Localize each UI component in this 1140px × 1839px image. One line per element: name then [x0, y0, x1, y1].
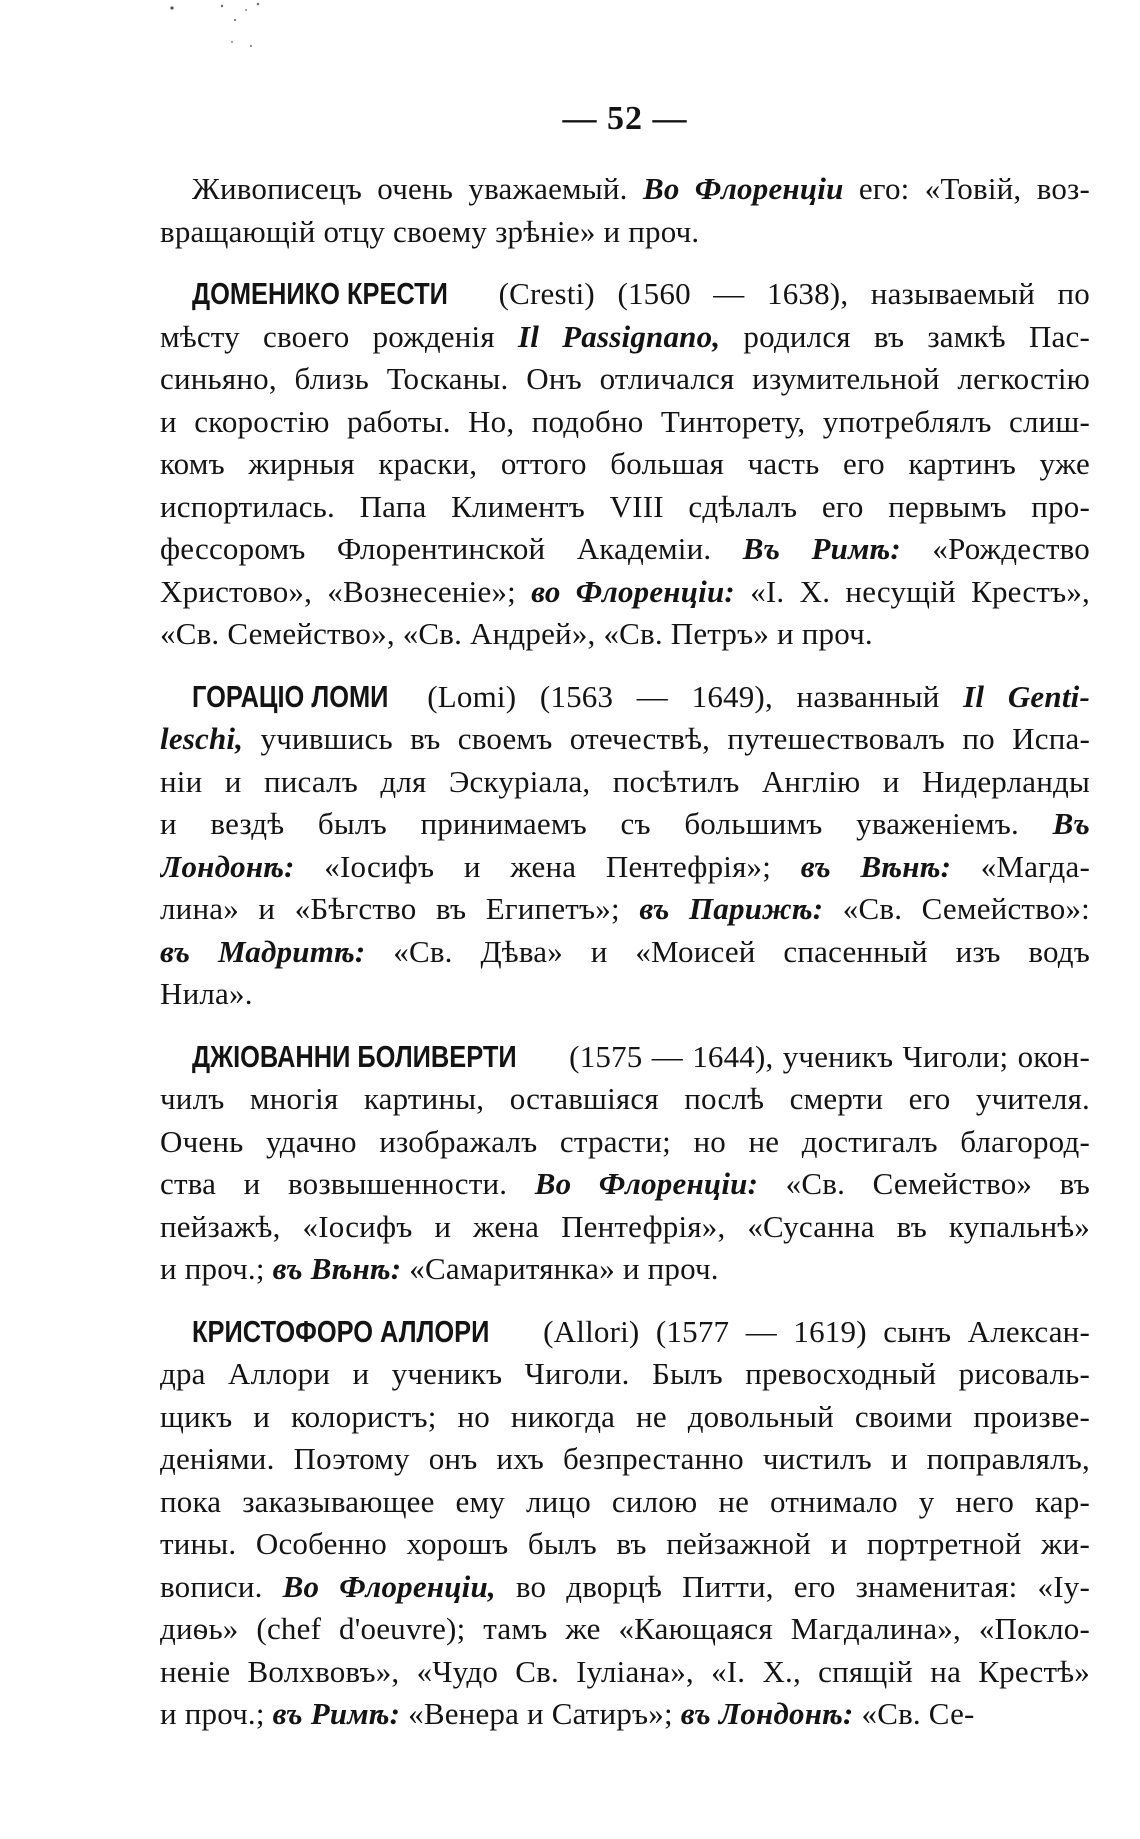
text-line: [160, 676, 1090, 719]
text-run: синьяно, близь Тосканы. Онъ отличался изумительной легкостію: [160, 361, 1090, 396]
text-line: [160, 1311, 1090, 1354]
text-run: и скоростію работы. Но, подобно Тинторету, употреблялъ слиш-: [160, 403, 1090, 439]
text-run: вращающій отцу своему зрѣніе» и проч.: [160, 213, 700, 249]
text-run: и проч.;: [160, 1251, 273, 1286]
text-line: [160, 211, 1090, 254]
text-line: [160, 358, 1090, 401]
document-page: [160, 100, 1090, 1800]
italic-location: Во Флоренціи,: [282, 1568, 496, 1604]
text-line: [160, 1481, 1090, 1524]
text-run: «I. X. несущій Крестъ»,: [734, 573, 1090, 609]
text-run: «Св. Семейство», «Св. Андрей», «Св. Петръ» и проч.: [160, 616, 873, 651]
text-run: фессоромъ Флорентинской Академіи.: [160, 531, 743, 566]
text-line: [160, 1396, 1090, 1439]
text-line: [160, 1566, 1090, 1609]
text-line: [160, 1163, 1090, 1206]
text-line: [160, 486, 1090, 529]
italic-location: Въ: [1052, 806, 1090, 841]
text-line: [160, 571, 1090, 614]
text-run: «Св. Семейство» въ: [758, 1166, 1090, 1201]
artist-name: ГОРАЦІО ЛОМИ: [192, 678, 389, 714]
text-run: Христово», «Вознесеніе»;: [160, 573, 532, 609]
text-line: [160, 1206, 1090, 1249]
text-run: щикъ и колористъ; но никогда не довольный своими произве-: [160, 1398, 1090, 1434]
text-run: комъ жирныя краски, оттого большая часть его картинъ уже: [160, 446, 1090, 481]
text-line: [160, 1036, 1090, 1079]
text-run: (Cresti) (1560 — 1638), называемый по: [476, 276, 1090, 311]
text-run: тины. Особенно хорошъ былъ въ пейзажной и портретной жи-: [160, 1526, 1090, 1561]
text-run: дра Аллори и ученикъ Чиголи. Былъ превосходный рисоваль-: [160, 1356, 1090, 1391]
text-run: «Св. Дѣва» и «Моисей спасенный изъ водъ: [365, 933, 1090, 969]
text-line: [160, 888, 1090, 931]
text-run: пейзажѣ, «Іосифъ и жена Пентефрія», «Сусанна въ купальнѣ»: [160, 1208, 1090, 1244]
page-number: — 52 —: [562, 100, 688, 137]
text-run: и вездѣ былъ принимаемъ съ большимъ уваженіемъ.: [160, 806, 1053, 841]
text-run: «Венера и Сатиръ»;: [400, 1696, 681, 1731]
text-line: [160, 1078, 1090, 1121]
text-run: ніи и писалъ для Эскуріала, посѣтилъ Англію и Нидерланды: [160, 763, 1090, 799]
text-run: вописи.: [160, 1568, 283, 1604]
artist-name: ДОМЕНИКО КРЕСТИ: [192, 276, 448, 311]
italic-location: Во Флоренціи: [642, 171, 844, 206]
text-line: [160, 1438, 1090, 1481]
italic-location: leschi,: [160, 721, 244, 756]
text-line: [160, 401, 1090, 444]
text-run: деніями. Поэтому онъ ихъ безпрестанно чистилъ и поправлялъ,: [160, 1441, 1090, 1476]
italic-location: Il Genti-: [963, 678, 1090, 714]
text-line: [160, 761, 1090, 804]
italic-location: въ Парижѣ:: [639, 891, 824, 926]
text-run: родился въ замкѣ Пас-: [720, 318, 1090, 354]
text-run: «Магда-: [951, 848, 1090, 884]
text-line: [160, 1353, 1090, 1396]
text-run: «Св. Семейство»:: [823, 891, 1090, 926]
text-line: [160, 803, 1090, 846]
italic-location: во Флоренціи:: [531, 573, 735, 609]
text-line: [160, 273, 1090, 316]
text-run: его: «Товій, воз-: [843, 171, 1090, 206]
italic-location: въ Вѣнѣ:: [800, 848, 952, 884]
text-run: пока заказывающее ему лицо силою не отнимало у него кар-: [160, 1483, 1090, 1519]
text-run: ства и возвышенности.: [160, 1166, 535, 1201]
text-line: [160, 931, 1090, 974]
text-run: (Lomi) (1563 — 1649), названный: [403, 678, 964, 714]
text-line: [160, 1651, 1090, 1694]
text-line: [160, 1693, 1090, 1736]
italic-location: Въ Римѣ:: [742, 531, 901, 566]
artist-name: КРИСТОФОРО АЛЛОРИ: [192, 1313, 490, 1349]
italic-location: въ Лондонѣ:: [680, 1696, 854, 1731]
text-line: [160, 1608, 1090, 1651]
text-run: диѳь» (chef d'oeuvre); тамъ же «Кающаяся Магдалина», «Покло-: [160, 1611, 1090, 1646]
italic-location: Во Флоренціи:: [534, 1166, 759, 1201]
text-run: Живописецъ очень уважаемый.: [192, 171, 643, 206]
text-body: [160, 168, 1090, 1736]
text-run: во дворцѣ Питти, его знаменитая: «Іу-: [495, 1568, 1090, 1604]
text-line: [160, 1121, 1090, 1164]
italic-location: въ Мадритѣ:: [160, 933, 366, 969]
text-run: «Самаритянка» и проч.: [401, 1251, 719, 1286]
italic-location: въ Вѣнѣ:: [272, 1251, 402, 1286]
text-run: испортилась. Папа Климентъ VIII сдѣлалъ его первымъ про-: [160, 488, 1090, 524]
text-line: [160, 1523, 1090, 1566]
text-run: (Allori) (1577 — 1619) сынъ Алексан-: [526, 1313, 1090, 1349]
text-line: [160, 846, 1090, 889]
text-run: Нила».: [160, 976, 253, 1011]
text-run: учившись въ своемъ отечествѣ, путешествовалъ по Испа-: [243, 721, 1090, 756]
text-run: (1575 — 1644), ученикъ Чиголи; окон-: [559, 1038, 1090, 1074]
text-line: [160, 973, 1090, 1016]
text-line: [160, 168, 1090, 211]
text-line: [160, 316, 1090, 359]
text-line: [160, 528, 1090, 571]
italic-location: Лондонѣ:: [160, 848, 295, 884]
scan-specks: [160, 0, 400, 50]
text-run: Очень удачно изображалъ страсти; но не достигалъ благород-: [160, 1123, 1090, 1159]
text-line: [160, 1248, 1090, 1291]
text-line: [160, 443, 1090, 486]
text-run: чилъ многія картины, оставшіяся послѣ смерти его учителя.: [160, 1081, 1090, 1116]
italic-location: въ Римѣ:: [272, 1696, 401, 1731]
text-run: мѣсту своего рожденія: [160, 318, 518, 354]
text-run: неніе Волхвовъ», «Чудо Св. Іуліана», «I. X., спящій на Крестѣ»: [160, 1653, 1090, 1689]
text-run: лина» и «Бѣгство въ Египетъ»;: [160, 891, 640, 926]
text-run: «Св. Се-: [853, 1696, 975, 1731]
artist-name: ДЖІОВАННИ БОЛИВЕРТИ: [192, 1038, 517, 1074]
text-line: [160, 718, 1090, 761]
text-run: «Рождество: [900, 531, 1090, 566]
text-run: и проч.;: [160, 1696, 273, 1731]
text-line: [160, 613, 1090, 656]
italic-location: Il Passignano,: [517, 318, 721, 354]
text-run: «Іосифъ и жена Пентефрія»;: [294, 848, 801, 884]
